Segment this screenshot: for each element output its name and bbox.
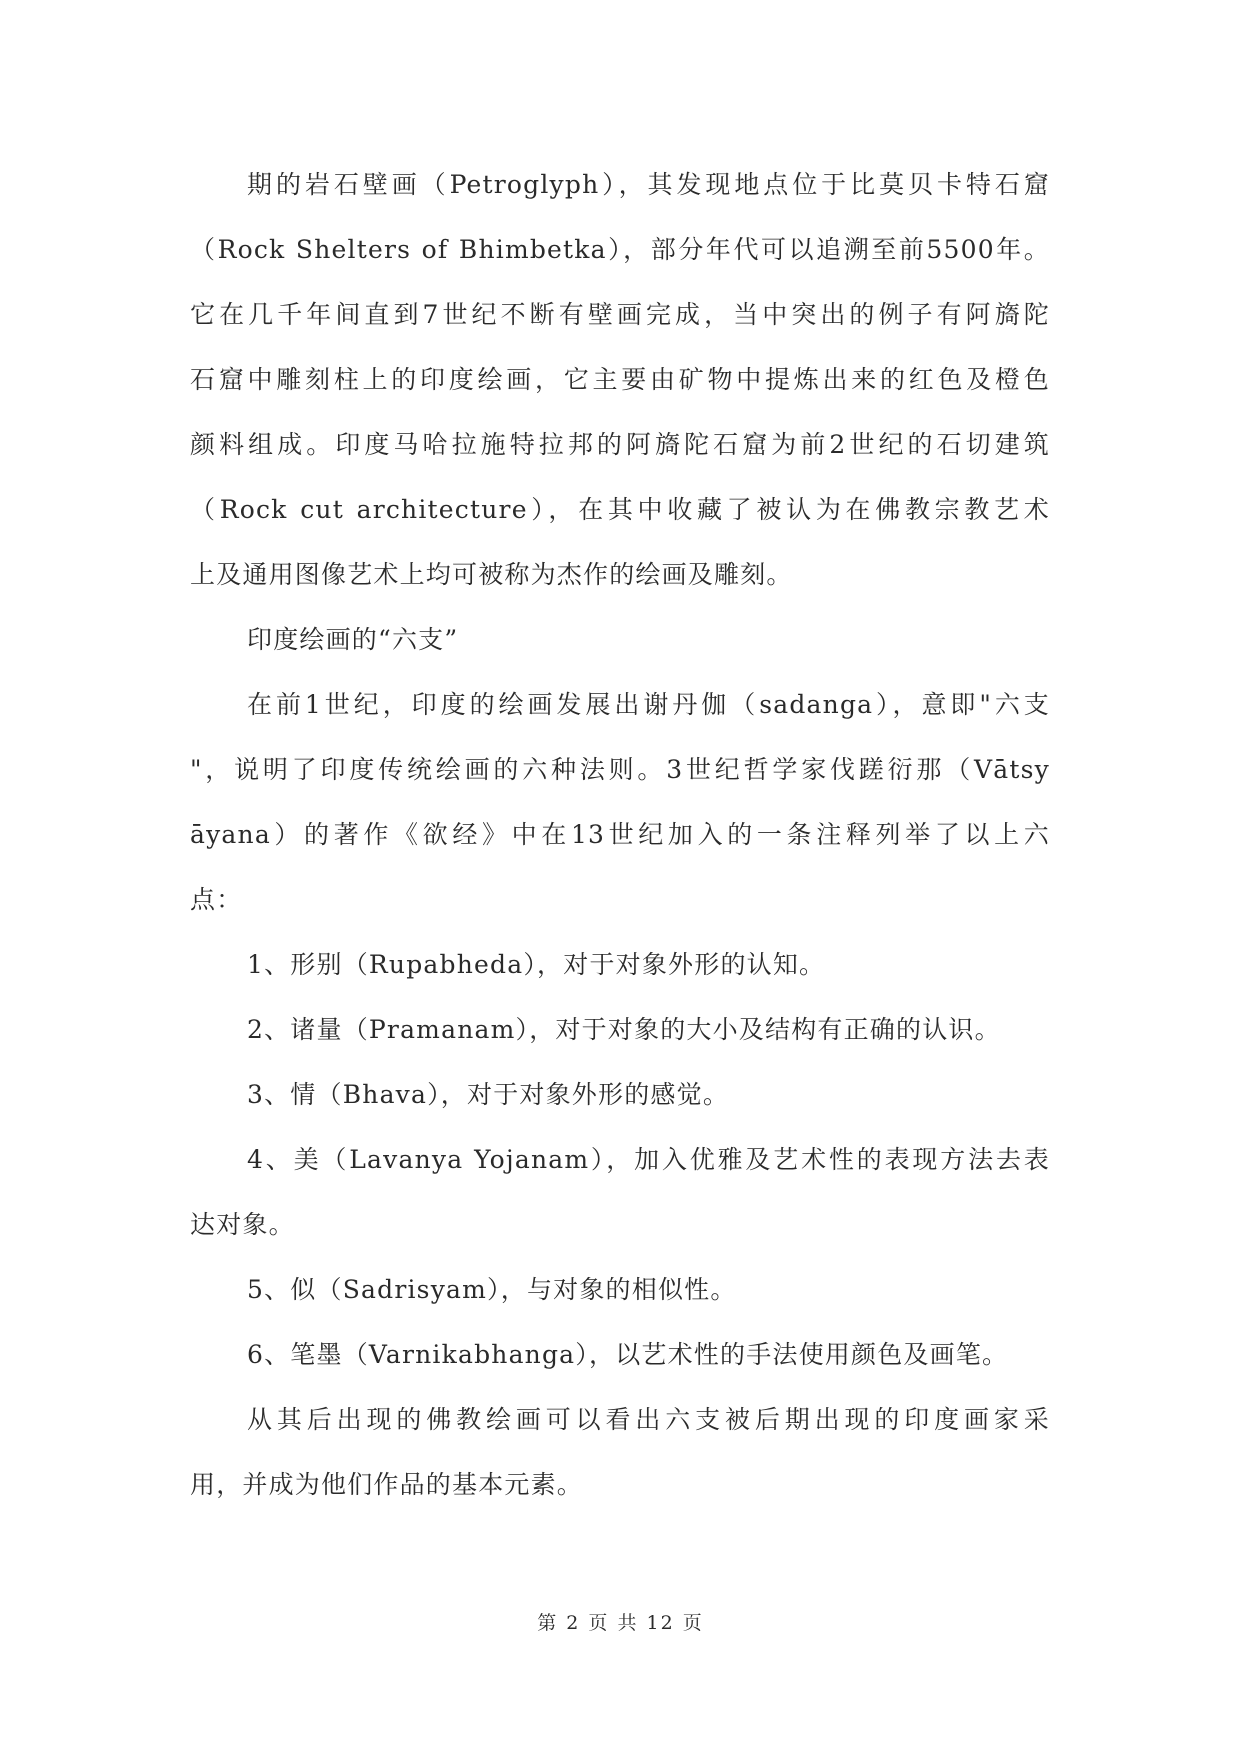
list-item: 1、形别（Rupabheda），对于对象外形的认知。	[247, 950, 826, 979]
text-line: "，说明了印度传统绘画的六种法则。3世纪哲学家伐蹉衍那（Vātsy	[190, 755, 1050, 784]
list-item: 3、情（Bhava），对于对象外形的感觉。	[247, 1080, 730, 1109]
text-line: 达对象。	[190, 1210, 295, 1239]
list-item: 6、笔墨（Varnikabhanga），以艺术性的手法使用颜色及画笔。	[247, 1340, 1009, 1369]
text-line: 用，并成为他们作品的基本元素。	[190, 1470, 584, 1499]
section-heading: 印度绘画的“六支”	[247, 625, 459, 654]
text-line: 上及通用图像艺术上均可被称为杰作的绘画及雕刻。	[190, 560, 793, 589]
body-text	[190, 160, 1050, 1525]
text-line: 期的岩石壁画（Petroglyph），其发现地点位于比莫贝卡特石窟	[247, 170, 1050, 199]
list-item: 5、似（Sadrisyam），与对象的相似性。	[247, 1275, 737, 1304]
text-line: 颜料组成。印度马哈拉施特拉邦的阿旖陀石窟为前2世纪的石切建筑	[190, 430, 1050, 459]
text-line: 点：	[190, 885, 243, 914]
text-line: āyana）的著作《欲经》中在13世纪加入的一条注释列举了以上六	[190, 820, 1050, 849]
text-line: 它在几千年间直到7世纪不断有壁画完成，当中突出的例子有阿旖陀	[190, 300, 1050, 329]
text-line: （Rock Shelters of Bhimbetka），部分年代可以追溯至前5500年。	[190, 235, 1050, 264]
text-line: （Rock cut architecture），在其中收藏了被认为在佛教宗教艺术	[190, 495, 1050, 524]
text-line: 石窟中雕刻柱上的印度绘画，它主要由矿物中提炼出来的红色及橙色	[190, 365, 1050, 394]
list-item: 4、美（Lavanya Yojanam），加入优雅及艺术性的表现方法去表	[247, 1145, 1050, 1174]
list-item: 2、诸量（Pramanam），对于对象的大小及结构有正确的认识。	[247, 1015, 1001, 1044]
text-line: 在前1世纪，印度的绘画发展出谢丹伽（sadanga），意即"六支	[247, 690, 1050, 719]
page-number-footer: 第 2 页 共 12 页	[537, 1612, 704, 1634]
text-line: 从其后出现的佛教绘画可以看出六支被后期出现的印度画家采	[247, 1405, 1050, 1434]
